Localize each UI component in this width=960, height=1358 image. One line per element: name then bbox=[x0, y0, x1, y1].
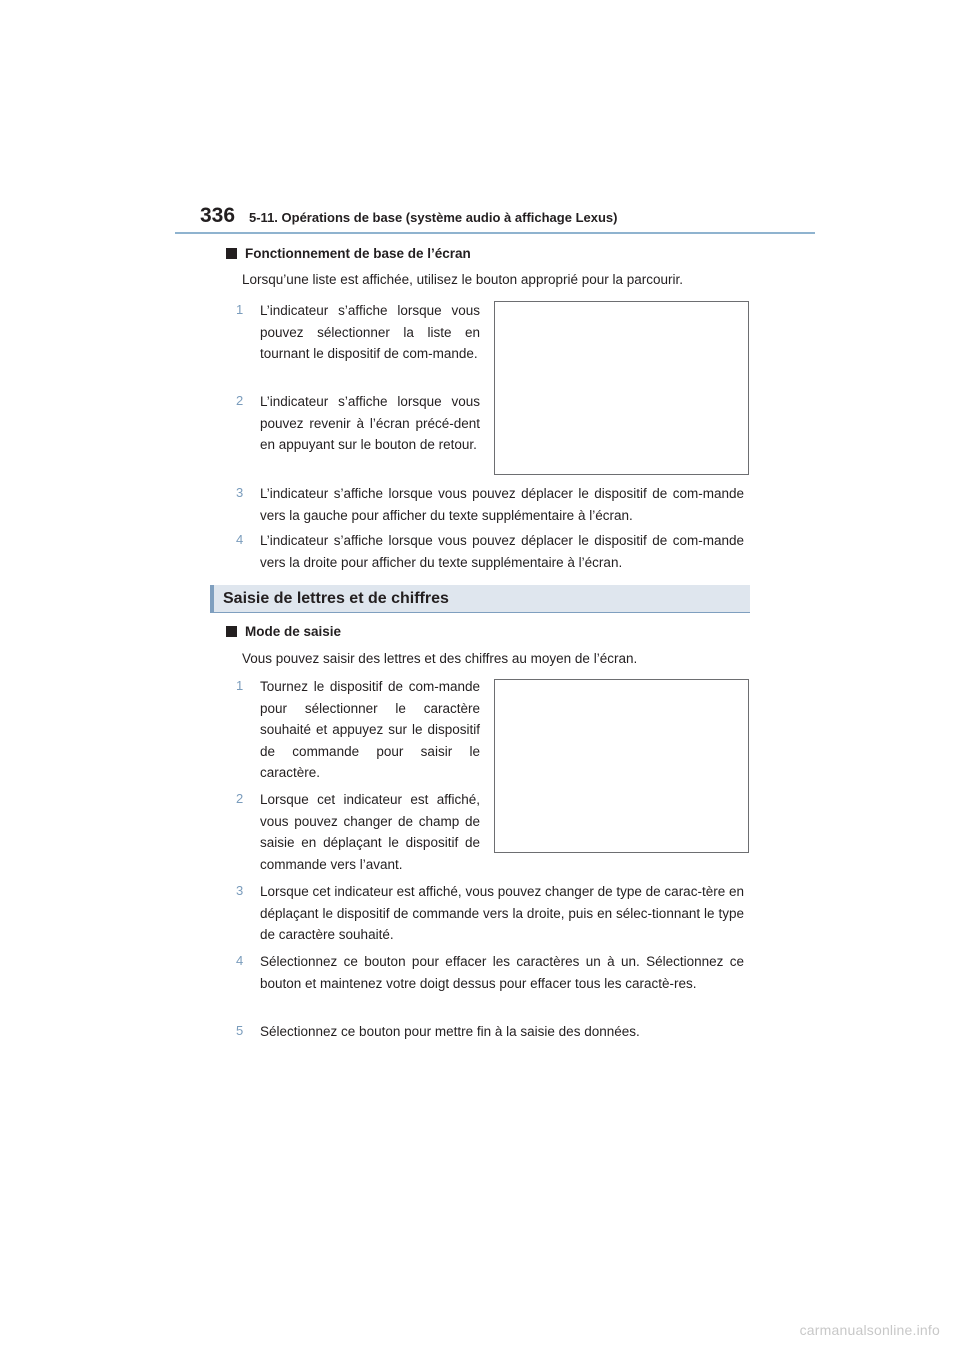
callout-number: 5 bbox=[236, 1023, 244, 1038]
callout-number: 1 bbox=[236, 302, 244, 317]
list-item-text: Lorsque cet indicateur est affiché, vous pouvez changer de champ de saisie en déplaçant le dispositif de commande vers l’avant. bbox=[260, 792, 480, 872]
entry-mode-heading-text: Mode de saisie bbox=[245, 624, 342, 639]
page-header bbox=[200, 203, 815, 235]
keyboard-illustration-placeholder bbox=[494, 679, 749, 853]
entry-mode-intro: Vous pouvez saisir des lettres et des chiffres au moyen de l’écran. bbox=[242, 651, 638, 666]
list-item-text: L’indicateur s’affiche lorsque vous pouvez déplacer le dispositif de com-mande vers la droite pour afficher du texte supplémentaire à l’écran. bbox=[260, 533, 744, 570]
callout-number: 2 bbox=[236, 393, 244, 408]
section-title: Saisie de lettres et de chiffres bbox=[223, 590, 449, 607]
callout-number: 1 bbox=[236, 678, 244, 693]
entry-mode-heading bbox=[226, 623, 341, 641]
list-item-text: Sélectionnez ce bouton pour mettre fin à la saisie des données. bbox=[260, 1024, 640, 1039]
list-item-text: L’indicateur s’affiche lorsque vous pouvez revenir à l’écran précé-dent en appuyant sur le bouton de retour. bbox=[260, 394, 480, 453]
callout-number: 2 bbox=[236, 791, 244, 806]
banner-accent bbox=[210, 585, 214, 612]
list-item-text: L’indicateur s’affiche lorsque vous pouvez sélectionner la liste en tournant le dispositif de com-mande. bbox=[260, 303, 480, 362]
section-breadcrumb: 5-11. Opérations de base (système audio à affichage Lexus) bbox=[249, 210, 618, 225]
callout-number: 4 bbox=[236, 532, 244, 547]
page-number: 336 bbox=[200, 204, 236, 227]
callout-number: 4 bbox=[236, 953, 244, 968]
list-item-text: L’indicateur s’affiche lorsque vous pouvez déplacer le dispositif de com-mande vers la gauche pour afficher du texte supplémentaire à l’écran. bbox=[260, 486, 744, 523]
list-item-text: Lorsque cet indicateur est affiché, vous pouvez changer de type de carac-tère en déplaçant le dispositif de commande vers la droite, puis en sélec-tionnant le type de caractère souhaité. bbox=[260, 884, 744, 943]
screen-basics-intro: Lorsqu’une liste est affichée, utilisez le bouton approprié pour la parcourir. bbox=[242, 272, 684, 287]
list-item-text: Tournez le dispositif de com-mande pour sélectionner le caractère souhaité et appuyez sur le dispositif de commande pour saisir le caractère. bbox=[260, 679, 480, 781]
callout-number: 3 bbox=[236, 485, 244, 500]
square-bullet-icon bbox=[226, 248, 237, 259]
watermark: carmanualsonline.info bbox=[799, 1322, 940, 1338]
screen-basics-heading bbox=[226, 245, 471, 263]
screen-basics-heading-text: Fonctionnement de base de l’écran bbox=[245, 246, 471, 261]
screen-illustration-placeholder bbox=[494, 301, 749, 475]
list-item-text: Sélectionnez ce bouton pour effacer les caractères un à un. Sélectionnez ce bouton et maintenez votre doigt dessus pour effacer tous les caractè-res. bbox=[260, 954, 744, 991]
section-banner bbox=[210, 585, 750, 613]
header-divider bbox=[175, 232, 815, 234]
callout-number: 3 bbox=[236, 883, 244, 898]
square-bullet-icon bbox=[226, 626, 237, 637]
